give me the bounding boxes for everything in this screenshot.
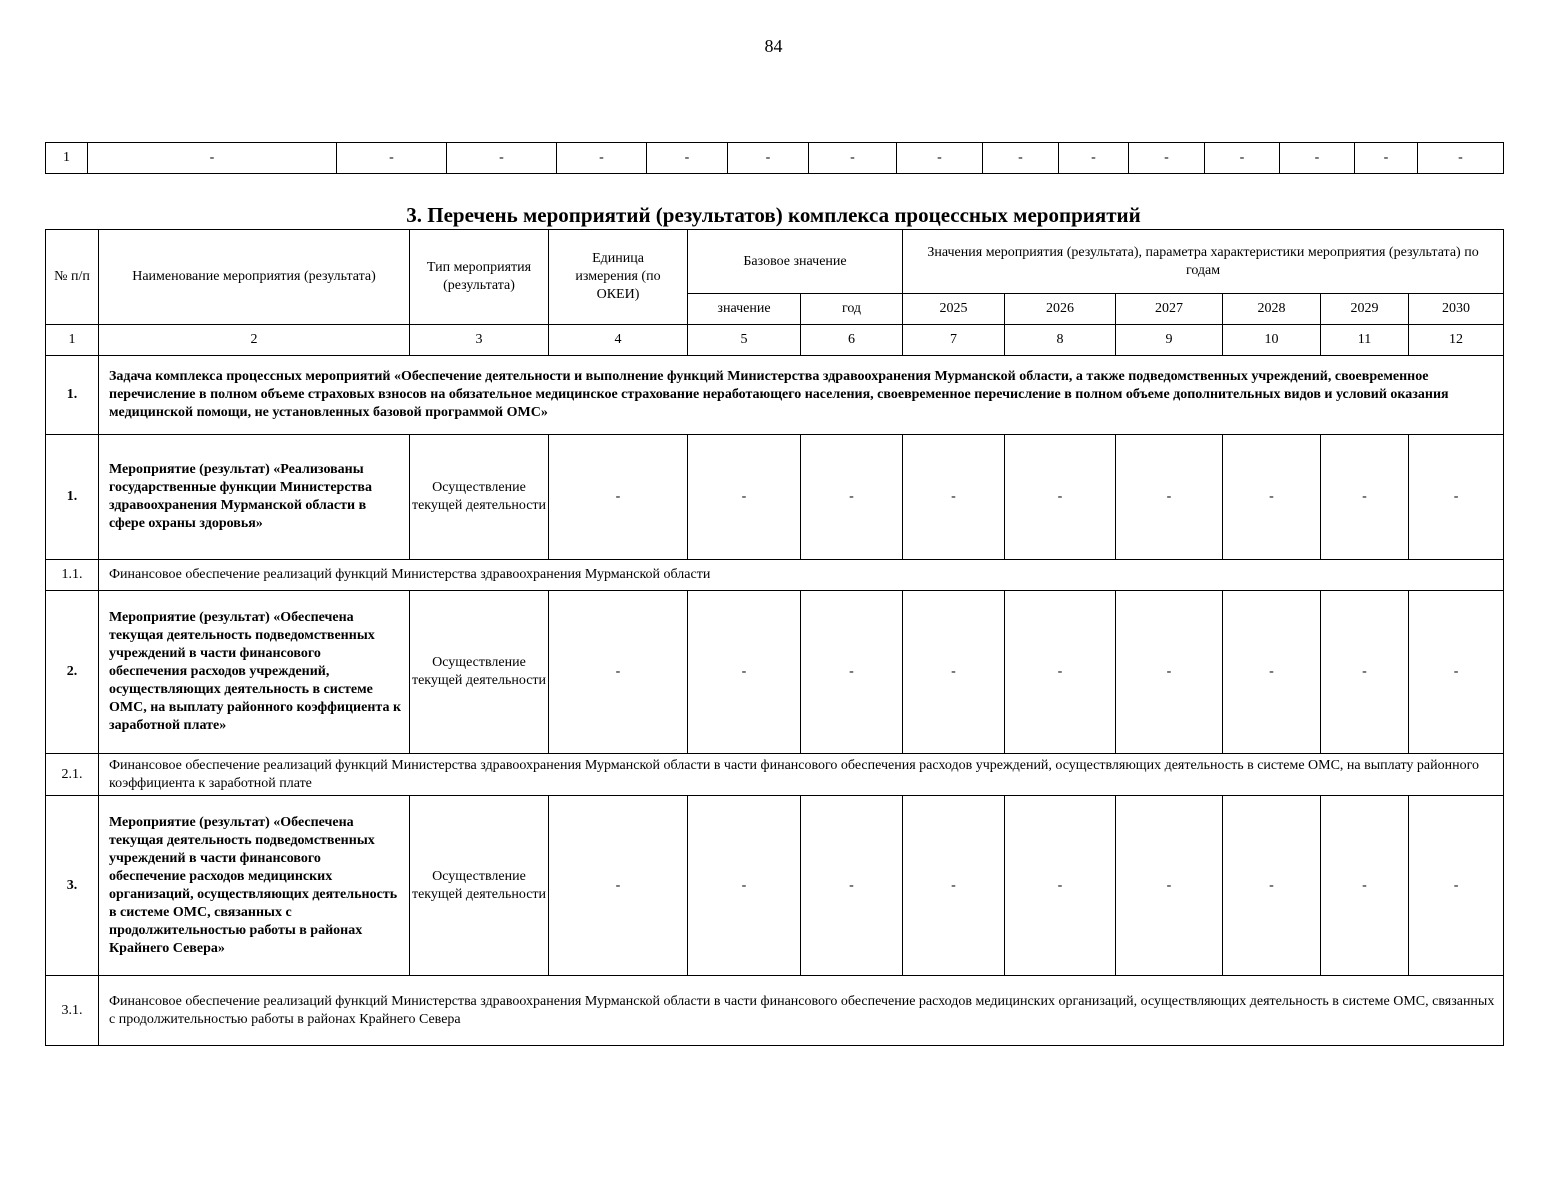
sub-num: 3.1.: [46, 976, 99, 1046]
page-number: 84: [764, 36, 783, 56]
sub-text: Финансовое обеспечение реализаций функций Министерства здравоохранения Мурманской области в части финансового обеспечения расходов учреждений, осуществляющих деятельность в системе ОМС, на выплату районного коэффициента к заработной плате: [99, 754, 1504, 796]
measure-name: Мероприятие (результат) «Реализованы государственные функции Министерства здравоохранения Мурманской области в сфере охраны здоровья»: [99, 435, 410, 560]
header-base-year: год: [801, 294, 903, 325]
value-cell: -: [1116, 435, 1223, 560]
header-row: [46, 230, 1504, 294]
header-name: Наименование мероприятия (результата): [99, 230, 410, 325]
table-cell: -: [647, 143, 728, 174]
measure-type: Осуществление текущей деятельности: [410, 591, 549, 754]
sub-text: Финансовое обеспечение реализаций функций Министерства здравоохранения Мурманской области: [99, 560, 1504, 591]
measure-row: [46, 435, 1504, 560]
sub-row: [46, 976, 1504, 1046]
measure-num: 1.: [46, 435, 99, 560]
value-cell: -: [1005, 435, 1116, 560]
table-cell: 1: [46, 143, 88, 174]
column-number: 4: [549, 325, 688, 356]
column-number: 6: [801, 325, 903, 356]
task-text: Задача комплекса процессных мероприятий «Обеспечение деятельности и выполнение функций Министерства здравоохранения Мурманской области, а также подведомственных учреждений, своевременное перечисление в полном объеме страховых взносов на обязательное медицинское страхование неработающего населения, своевременное перечисление в полном объеме дополнительных видов и условий оказания медицинской помощи, не установленных базовой программой ОМС»: [99, 356, 1504, 435]
column-number: 9: [1116, 325, 1223, 356]
value-cell: -: [549, 591, 688, 754]
value-cell: -: [801, 796, 903, 976]
value-cell: -: [1116, 796, 1223, 976]
section-title: 3. Перечень мероприятий (результатов) комплекса процессных мероприятий: [406, 203, 1141, 227]
value-cell: -: [1409, 435, 1504, 560]
value-cell: -: [801, 591, 903, 754]
sub-num: 1.1.: [46, 560, 99, 591]
table-cell: -: [557, 143, 647, 174]
measure-type: Осуществление текущей деятельности: [410, 796, 549, 976]
header-unit: Единица измерения (по ОКЕИ): [549, 230, 688, 325]
column-number: 8: [1005, 325, 1116, 356]
header-year: 2030: [1409, 294, 1504, 325]
task-row: [46, 356, 1504, 435]
sub-text: Финансовое обеспечение реализаций функций Министерства здравоохранения Мурманской области в части финансового обеспечение расходов медицинских организаций, осуществляющих деятельность в системе ОМС, связанных с продолжительностью работы в районах Крайнего Севера: [99, 976, 1504, 1046]
table-cell: -: [1280, 143, 1355, 174]
value-cell: -: [1321, 591, 1409, 754]
column-number: 12: [1409, 325, 1504, 356]
column-number: 5: [688, 325, 801, 356]
header-type: Тип мероприятия (результата): [410, 230, 549, 325]
header-year: 2027: [1116, 294, 1223, 325]
column-numbers-row: [46, 325, 1504, 356]
measure-num: 3.: [46, 796, 99, 976]
column-number: 10: [1223, 325, 1321, 356]
value-cell: -: [688, 591, 801, 754]
value-cell: -: [1223, 435, 1321, 560]
table-cell: -: [337, 143, 447, 174]
table-cell: -: [897, 143, 983, 174]
header-year: 2026: [1005, 294, 1116, 325]
table-cell: -: [728, 143, 809, 174]
measure-name: Мероприятие (результат) «Обеспечена текущая деятельность подведомственных учреждений в части финансового обеспечения расходов учреждений, осуществляющих деятельность в системе ОМС, на выплату районного коэффициента к заработной плате»: [99, 591, 410, 754]
value-cell: -: [549, 435, 688, 560]
value-cell: -: [688, 435, 801, 560]
value-cell: -: [688, 796, 801, 976]
continuation-table: [45, 142, 1504, 174]
value-cell: -: [1321, 796, 1409, 976]
table-cell: -: [447, 143, 557, 174]
measure-row: [46, 591, 1504, 754]
table-cell: -: [1129, 143, 1205, 174]
value-cell: -: [1321, 435, 1409, 560]
header-base-value: значение: [688, 294, 801, 325]
header-year: 2025: [903, 294, 1005, 325]
header-num: № п/п: [46, 230, 99, 325]
value-cell: -: [903, 435, 1005, 560]
value-cell: -: [1005, 591, 1116, 754]
sub-row: [46, 754, 1504, 796]
value-cell: -: [903, 591, 1005, 754]
column-number: 3: [410, 325, 549, 356]
measure-type: Осуществление текущей деятельности: [410, 435, 549, 560]
table-cell: -: [809, 143, 897, 174]
column-number: 11: [1321, 325, 1409, 356]
value-cell: -: [549, 796, 688, 976]
value-cell: -: [1116, 591, 1223, 754]
value-cell: -: [801, 435, 903, 560]
value-cell: -: [1409, 591, 1504, 754]
table-row: [46, 143, 1504, 174]
header-year: 2029: [1321, 294, 1409, 325]
table-cell: -: [1059, 143, 1129, 174]
measure-row: [46, 796, 1504, 976]
measure-name: Мероприятие (результат) «Обеспечена текущая деятельность подведомственных учреждений в части финансового обеспечение расходов медицинских организаций, осуществляющих деятельность в системе ОМС, связанных с продолжительностью работы в районах Крайнего Севера»: [99, 796, 410, 976]
measures-table: [45, 229, 1504, 1046]
sub-num: 2.1.: [46, 754, 99, 796]
value-cell: -: [1223, 591, 1321, 754]
measure-num: 2.: [46, 591, 99, 754]
table-cell: -: [1418, 143, 1504, 174]
value-cell: -: [1223, 796, 1321, 976]
column-number: 7: [903, 325, 1005, 356]
task-num: 1.: [46, 356, 99, 435]
table-cell: -: [1355, 143, 1418, 174]
table-cell: -: [88, 143, 337, 174]
header-values: Значения мероприятия (результата), параметра характеристики мероприятия (результата) по годам: [903, 230, 1504, 294]
column-number: 2: [99, 325, 410, 356]
value-cell: -: [903, 796, 1005, 976]
value-cell: -: [1409, 796, 1504, 976]
sub-row: [46, 560, 1504, 591]
table-cell: -: [983, 143, 1059, 174]
header-base: Базовое значение: [688, 230, 903, 294]
header-year: 2028: [1223, 294, 1321, 325]
value-cell: -: [1005, 796, 1116, 976]
column-number: 1: [46, 325, 99, 356]
table-cell: -: [1205, 143, 1280, 174]
